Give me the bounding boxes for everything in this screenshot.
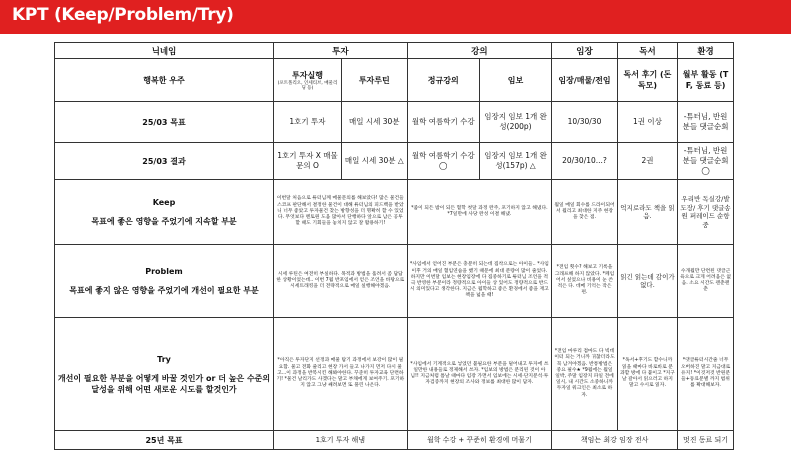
header-nickname: 닉네임 bbox=[55, 43, 274, 59]
subheader-regular-lecture: 정규강의 bbox=[407, 59, 479, 102]
keep-invest: 이번달 처음으로 튜터님께 매물문의를 해보았다! 많은 물건들 스코프 판단해서 결정한 물건이 대해 튜터님의 피드백을 받았니 너무 좋았고 투자물건 찾는 방향성을 더 명확히 할 수 있었다. 무엇보다 멘토원 도움 많아서 단행하다 앞으로 남은 공투할 때도 기회들을 놓치지 않고 잘 활용하기! bbox=[274, 180, 408, 245]
problem-label-body: 목표에 좋지 않은 영향을 주었기에 개선이 필요한 부분 bbox=[69, 286, 259, 295]
header-reading: 독서 bbox=[617, 43, 677, 59]
header-environment: 환경 bbox=[678, 43, 734, 59]
subheader-invest-routine: 투자루틴 bbox=[341, 59, 407, 102]
problem-imjang: *전임 횟수? 해보고 기록을 그래프해 하지 않았다. *페임 어서 싶었으나 비용이 눈 쓴 적은 다. 데메 기억는 작은 편. bbox=[552, 245, 618, 318]
result-environment: -튜터님, 반원분들 댓글순회 ◯ bbox=[678, 143, 734, 180]
keep-label bbox=[55, 180, 274, 245]
subheader-invest-practice bbox=[274, 59, 342, 102]
nickname-value: 행복한 우주 bbox=[55, 59, 274, 102]
problem-invest: 시세 루틴은 여전히 부실하다. 목적과 방법을 흘려서 좀 답답한 상황이었는데.. 이번 7월 반포임에서 얻은 조언을 바탕으로 시세트래킹을 더 전략적으로 매일 실행해야겠음. bbox=[274, 245, 408, 318]
goal-report: 임장지 임보 1개 완성(200p) bbox=[479, 102, 551, 143]
problem-label bbox=[55, 245, 274, 318]
label-spacer bbox=[57, 277, 271, 285]
problem-lecture: *사임에서 얻어진 부분은 충분히 되는데 집착으로는 아이들.. *사임 이후 거의 매일 혈임연습을 했기 때문에 최대 분량이 많이 줄었다. 하지만 이번달 임보는 현장임장에 다 집중하기로 튜터님 조언을 적극 반영한 부분이라 정량적으로 아이들 상 있어도 정량적으로 반드시 의미있다고 생각한다. 지금은 월학하고 좋은 환경에서 좋을 재고 책을 넓을 때! bbox=[407, 245, 552, 318]
keep-environment: 우리반 독실강/발도장/ 후기 댓글송원 퍼레이드 순항중 bbox=[678, 180, 734, 245]
try-row bbox=[55, 318, 734, 431]
result-imjang: 20/30/10...? bbox=[552, 143, 618, 180]
result-invest-practice: 1호기 투자 X 매물문의 O bbox=[274, 143, 342, 180]
try-label-body: 개선이 필요한 부분을 어떻게 바꿀 것인가 or 더 높은 수준의 달성을 위해 어떤 새로운 시도를 할것인가 bbox=[57, 373, 271, 394]
final-imjang: 책임는 최강 임장 전사 bbox=[552, 431, 678, 450]
keep-label-body: 목표에 좋은 영향을 주었기에 지속할 부분 bbox=[91, 217, 237, 226]
try-environment: *댓글튜터시간줄 너무 오버하진 말고 지금대로 유지! *이것저것 반원분들+동료분별 까지 범위를 확대해보자. bbox=[678, 318, 734, 431]
subheader-invest-practice-label: 투자실행 bbox=[292, 70, 323, 80]
kpt-sheet bbox=[54, 42, 734, 445]
goal-imjang: 10/30/30 bbox=[552, 102, 618, 143]
header-invest: 투자 bbox=[274, 43, 408, 59]
try-label bbox=[55, 318, 274, 431]
problem-reading: 읽긴 읽는데 감이가 없다. bbox=[617, 245, 677, 318]
header-imjang: 임장 bbox=[552, 43, 618, 59]
final-environment: 멋진 동료 되기 bbox=[678, 431, 734, 450]
final-row bbox=[55, 431, 734, 450]
final-label: 25년 목표 bbox=[55, 431, 274, 450]
try-lecture: *사임에서 기계적으로 넣었던 불필요한 부분을 덜어내고 투자에 쓰일만한 내용들로 정제해서 쓰자. *임보의 방법은 분리된 것이 아님!! 지금처럼 틈날 때마다 임장 가면서 임보에는 시세·단지분석·투자검증까지 현장의 조사와 정보를 최대한 많이 담자. bbox=[407, 318, 552, 431]
problem-label-head: Problem bbox=[145, 267, 183, 276]
goal-environment: -튜터님, 반원분들 댓글순회 bbox=[678, 102, 734, 143]
subheader-reading: 독서 후기 (돈독모) bbox=[617, 59, 677, 102]
keep-row bbox=[55, 180, 734, 245]
header-lecture: 강의 bbox=[407, 43, 552, 59]
keep-imjang: 월일 매일 회수를 드라이되어서 월리고 최대한 지주 현장을 찾은 점. bbox=[552, 180, 618, 245]
goal-invest-routine: 매일 시세 30분 bbox=[341, 102, 407, 143]
goal-row bbox=[55, 102, 734, 143]
top-header-row bbox=[55, 43, 734, 59]
try-label-head: Try bbox=[157, 354, 171, 364]
label-spacer bbox=[57, 365, 271, 373]
result-invest-routine: 매일 시세 30분 △ bbox=[341, 143, 407, 180]
result-report: 임장지 임보 1개 완성(157p) △ bbox=[479, 143, 551, 180]
page-title: KPT (Keep/Problem/Try) bbox=[12, 5, 234, 25]
goal-regular-lecture: 월학 여름학기 수강 bbox=[407, 102, 479, 143]
label-spacer bbox=[57, 208, 271, 216]
final-invest: 1호기 투자 해냄 bbox=[274, 431, 408, 450]
goal-label: 25/03 목표 bbox=[55, 102, 274, 143]
result-reading: 2권 bbox=[617, 143, 677, 180]
title-bar bbox=[0, 0, 791, 34]
keep-lecture: *줌이 되든 밤이 되든 혈학 첫달 과정 완주, 포기하지 않고 해냈다. *7일만에 사당 완성 이결 해냈. bbox=[407, 180, 552, 245]
keep-reading: 억지로라도 책을 읽음. bbox=[617, 180, 677, 245]
subheader-imjang: 임장/매물/전임 bbox=[552, 59, 618, 102]
result-regular-lecture: 월학 여름학기 수강 ◯ bbox=[407, 143, 479, 180]
goal-reading: 1권 이상 bbox=[617, 102, 677, 143]
try-invest: *아직은 투자단지 선정과 매물 탐기 과정에서 보강이 많이 필요함. 물고 전화 줄리고 현장 가서 들고 나가지 먼저 다시 물고...이 과정을 반복시킨 해봐야한다. 꾸준히 투자교육 단련하기! *물건 날리가도 사겠다는 말고 부채에게 보여주기. 포기하지 않고 그냥 쌔려보면 또 풀린 나온다. bbox=[274, 318, 408, 431]
result-label: 25/03 결과 bbox=[55, 143, 274, 180]
problem-row bbox=[55, 245, 734, 318]
subheader-environment: 월부 활동 (TF, 동료 등) bbox=[678, 59, 734, 102]
try-imjang: *전임 마루리 점마도 다 빅데이터 되는 거니까 귀찮더라도 꼭 남겨야겠음. 반통방법은 중요 필수★ *9월에는 월일 일박, 주말 임장지 파일 전에 일시, 내 시간도 소중하니까 두자일 워크인은 최소로 하자. bbox=[552, 318, 618, 431]
subheader-invest-practice-note: (포트폴리오, 인세티브, 매물리딩 등) bbox=[277, 80, 338, 91]
kpt-table bbox=[54, 42, 734, 450]
result-row bbox=[55, 143, 734, 180]
problem-environment: 수개월만 단련된 댓글근육으로 크게 어려움은 없음. 소요 시간도 괜춘괜춘 bbox=[678, 245, 734, 318]
goal-invest-practice: 1호기 투자 bbox=[274, 102, 342, 143]
try-reading: *독서+후기도 할수니까 읽을 때마다 바로바로 분과할 방에 다 붙이고 *지구 날 갈아서 읽으러고 하지 말고 수시로 읽자. bbox=[617, 318, 677, 431]
sub-header-row bbox=[55, 59, 734, 102]
keep-label-head: Keep bbox=[152, 198, 176, 207]
final-lecture: 월학 수강 + 꾸준히 환경에 머물기 bbox=[407, 431, 552, 450]
subheader-report: 임보 bbox=[479, 59, 551, 102]
